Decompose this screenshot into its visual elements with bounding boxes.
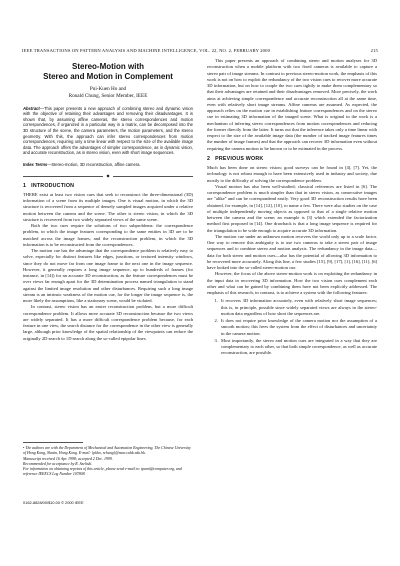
left-column [23, 58, 193, 342]
list-item: 1. It recovers 3D information accurately, even with relatively short image sequences; this is, in principle, possible since widely separated views are always in the stereo-motion data regardless of how short the sequences are. [219, 298, 377, 317]
running-header [22, 48, 378, 53]
footnote-reprints: For information on obtaining reprints of this article, please send e-mail to: tpami@computer.org, and reference IEEECS Log Number 107808. [23, 467, 182, 477]
section-title: INTRODUCTION [31, 182, 75, 189]
index-terms [23, 162, 193, 168]
paragraph: However, the focus of the above stereo-motion work is on exploiting the redundancy in the input data in recovering 3D information. How the two vision cues complement each other and what can be gained by combining them have not been explicitly addressed. The emphasis of this research, in contrast, is to achieve a system with the following features: [207, 271, 377, 295]
index-terms-text: —Stereo-motion, 3D reconstruction, affine camera. [47, 161, 141, 167]
author-1: Pui-Kuen Ho and [89, 86, 127, 92]
paragraph: In contrast, stereo vision has an easier reconstruction problem, but a more difficult correspondence problem. It allows more accurate 3D reconstruction because the two views are widely separated. It has a more difficult correspondence problem because, for each feature in one view, the search distance for the correspondence in the other view is generally large, although prior knowledge of the spatial relationship of the viewpoints can reduce the originally 2D search to 1D search along the so-called epipolar lines. [23, 304, 193, 341]
footnote-affiliation: • The authors are with the Department of Mechanical and Automation Engineering, The Chinese University of Hong Kong, Shatin, Hong Kong. E-mail: {pkho, rchung}@mae.cuhk.edu.hk. [23, 446, 191, 456]
author-2: Ronald Chung, Senior Member, IEEE [68, 92, 148, 99]
section-number: 2 [207, 155, 211, 162]
paragraph: This paper presents an approach of combining stereo and motion analyses for 3D reconstruction when a mobile platform with two fixed cameras is available to capture a stereo pair of image streams. In contrast to previous stereo-motion work, the emphasis of this work is not on how to exploit the redundancy of the two vision cues to recover more accurate 3D information, but on how to couple the two cues tightly to make them complementary so that their advantages are retained and their disadvantages removed. More precisely, the work aims at achieving simple correspondence and accurate reconstruction all at the same time, even with relatively short image streams. Affine cameras are assumed. As expected, the approach relies on the motion cue in establishing feature correspondences and on the stereo cue in estimating 3D information of the imaged scene. What is original in the work is a mechanism of inferring stereo correspondences from motion correspondences and reducing the former directly from the latter. It turns out that the inference takes only a time linear with respect to the size of the available image data (the number of tracked image features times the number of image frames) and that the approach can recover 3D information even without requiring the camera motion to be known or to be estimated in the process. [207, 58, 377, 151]
title-line-2: Stereo and Motion in Complement [43, 71, 173, 81]
list-item: 2. It does not require prior knowledge of the camera motion nor the assumption of a smooth motion; this frees the system from the effect of disturbances and uncertainty in the camera motion. [219, 318, 377, 337]
abstract-text: —This paper presents a new approach of combining stereo and dynamic vision with the objective of retaining their advantages and removing their disadvantages. It is shown that, by assuming affine cameras, the stereo correspondences and motion correspondences, if organized in a particular way in a matrix, can be decomposed into the 3D structure of the scene, the camera parameters, the motion parameters, and the stereo geometry. With this, the approach can infer stereo correspondences from motion correspondences, requiring only a time linear with respect to the size of the available image data. The approach offers the advantages of simpler correspondence, as in dynamic vision, and accurate reconstruction, as in stereo vision, even with short image sequences. [23, 105, 193, 156]
section-heading-introduction [23, 183, 193, 189]
paragraph: The motion cue has the advantage that the correspondence problem is relatively easy to solve, especially for distinct features like edges, junctions, or textured intensity windows, since they do not move far from one image frame to the next one in the image sequence. However, it generally requires a long image sequence, up to hundreds of frames (for instance, in [14]) for an accurate 3D reconstruction, as the feature correspondences must be over views far enough apart for the 3D determination process named triangulation to stand against the limited image resolution and other disturbances. Requiring such a long image stream is an intrinsic weakness of the motion cue, for the longer the image sequence is, the more likely the assumptions, like a stationary scene, would be violated. [23, 248, 193, 304]
paragraph: Visual motion has also been well-studied; classical references are listed in [6]. The correspondence problem is much simpler than that in stereo vision, as consecutive images are "alike" and can be correspondend easily. Very good 3D reconstruction results have been obtained, for example, in [14], [12], [10], to name a few. There were also studies on the case of multiple independently moving objects as opposed to that of a single relative motion between the camera and the scene; an example is [3] which extended the factorization method first proposed in [14]. One drawback is that a long image sequence is required for the triangulation to be wide enough to acquire accurate 3D information. [207, 183, 377, 233]
section-heading-previous-work [207, 156, 377, 162]
footnote-recommended: Recommended for acceptance by R. Szeliski. [23, 461, 93, 466]
journal-name: IEEE TRANSACTIONS ON PATTERN ANALYSIS AND MACHINE INTELLIGENCE, VOL. 22, NO. 2, FEBRUARY 2000 [22, 48, 271, 53]
section-title: PREVIOUS WORK [215, 155, 264, 162]
paragraph: Much has been done on stereo vision; good surveys can be found in [4], [7]. Yet, the technology is not robust enough to have been extensively used in industry and society, due mostly to the difficulty of solving the correspondence problem. [207, 165, 377, 183]
right-column [207, 58, 377, 358]
feature-list [219, 298, 377, 356]
copyright-line: 0162-8828/00/$10.00 © 2000 IEEE [23, 500, 84, 505]
footnote-manuscript: Manuscript received 16 Apr. 1998; accepted 2 Dec. 1999. [23, 456, 113, 461]
page-number: 215 [370, 48, 378, 53]
section-separator [23, 173, 193, 179]
abstract [23, 106, 193, 156]
paragraph: The motion cue under an unknown motion recovers the world only up to a scale factor. One way to remove this ambiguity is to use two cameras to take a stereo pair of image sequences and to combine stereo and motion analysis. The redundancy in the image data—data for both stereo and motion cues—also has the potential of allowing 3D information to be recovered more accurately. Along this line, a few studies [15], [9], [17], [1], [16], [11], [6] have looked into the so-called stereo-motion cue. [207, 233, 377, 270]
index-terms-label: Index Terms [23, 161, 48, 167]
author-block [23, 86, 193, 100]
list-item: 3. Most importantly, the stereo and motion cues are integrated in a way that they are complementary to each other, so that both simple correspondence, as well as accurate reconstruction, are possible. [219, 338, 377, 357]
paragraph: Both the two cues require the solutions of two subproblems: the correspondence problem, in which the image features corresponding to the same entities in 3D are to be matched across the image frames, and the reconstruction problem, in which the 3D information is to be reconstructed from the correspondences. [23, 223, 193, 247]
section-number: 1 [23, 182, 27, 189]
abstract-label: Abstract [23, 105, 40, 111]
diamond-icon: ◆ [103, 173, 112, 178]
paragraph: THERE exist at least two vision cues that seek to reconstruct the three-dimensional (3D) information of a scene from its multiple images. One is visual motion, in which the 3D structure is recovered from a sequence of densely sampled images acquired under a relative motion between the camera and the scene. The other is stereo vision, in which the 3D structure is recovered from two widely separated views of the same scene. [23, 191, 193, 222]
paper-title [23, 62, 193, 81]
title-line-1: Stereo-Motion with [72, 62, 144, 71]
footnote-rule [23, 442, 83, 443]
footnote [23, 442, 193, 478]
